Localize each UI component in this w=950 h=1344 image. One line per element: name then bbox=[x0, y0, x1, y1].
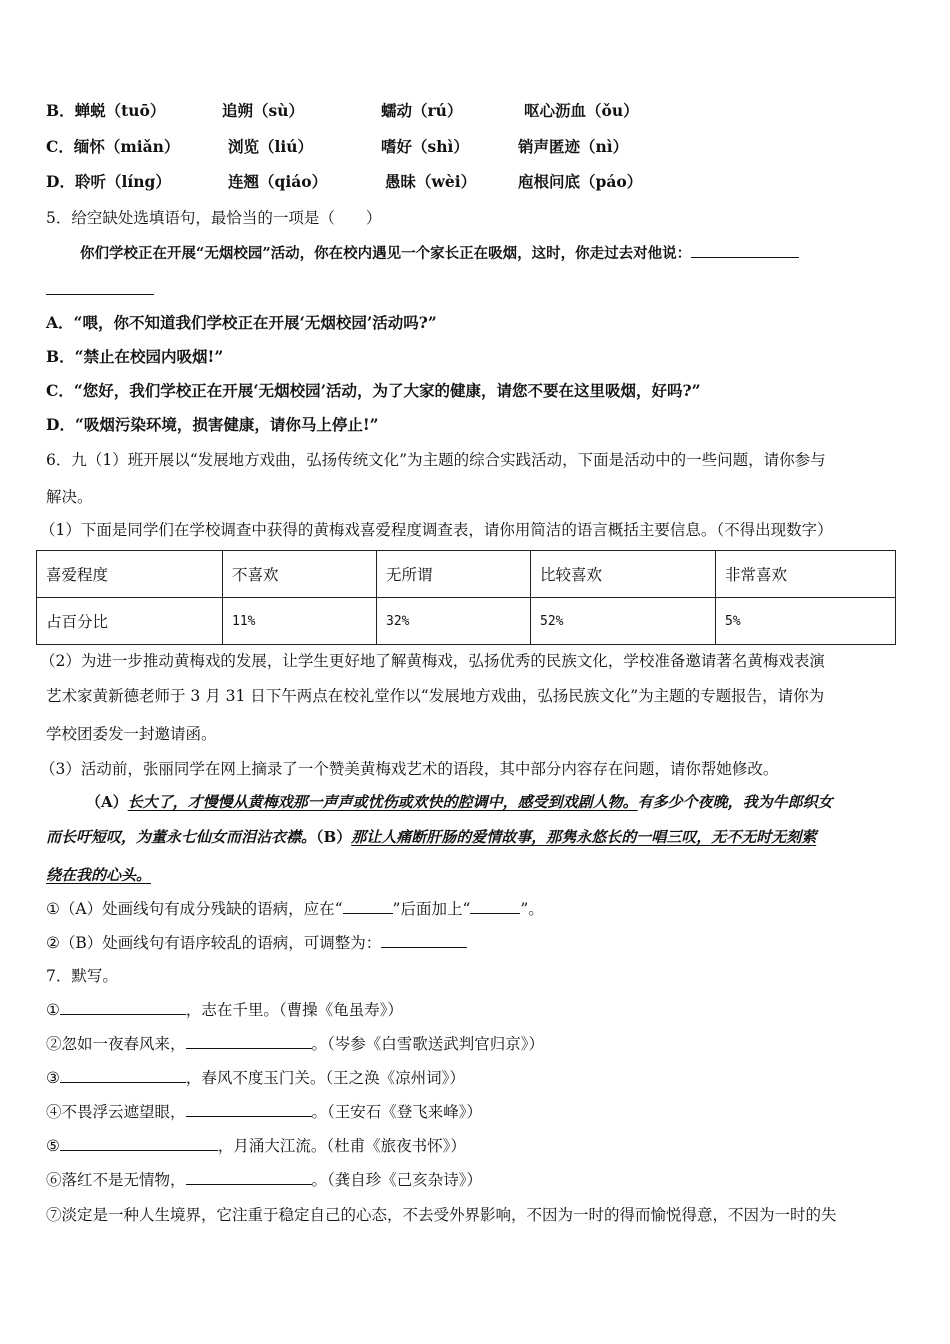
q7-stem: 7．默写。 bbox=[46, 967, 118, 985]
survey-data-row bbox=[37, 598, 896, 645]
q5-option-c: C．“您好，我们学校正在开展‘无烟校园’活动，为了大家的健康，请您不要在这里吸烟，好吗?” bbox=[46, 381, 701, 400]
passage-tag-a: （A） bbox=[86, 793, 128, 811]
q5-answer-blank-cont[interactable] bbox=[46, 280, 154, 300]
q6-stem-line2: 解决。 bbox=[46, 488, 93, 506]
survey-header-cell: 不喜欢 bbox=[223, 551, 377, 598]
survey-value-cell: 5% bbox=[716, 598, 896, 645]
q7-item-pre: ③ bbox=[46, 1069, 60, 1087]
sub1-blank-1[interactable] bbox=[343, 899, 393, 914]
passage-tag-b: （B） bbox=[316, 828, 352, 846]
q5-answer-blank[interactable] bbox=[691, 243, 799, 258]
q7-blank-3[interactable] bbox=[60, 1068, 186, 1083]
survey-header-row bbox=[37, 551, 896, 598]
q6-passage-line3 bbox=[46, 865, 151, 885]
q5-option-a: A．“喂，你不知道我们学校正在开展‘无烟校园’活动吗?” bbox=[46, 313, 437, 332]
q6-part2-line1: （2）为进一步推动黄梅戏的发展，让学生更好地了解黄梅戏，弘扬优秀的民族文化，学校准备邀请著名黄梅戏表演 bbox=[40, 652, 825, 670]
q4-option-d-2: 连翘（qiáo） bbox=[228, 172, 328, 191]
q4-option-c-2: 浏览（liú） bbox=[228, 137, 314, 156]
q7-item-post: 。（岑参《白雪歌送武判官归京》） bbox=[311, 1035, 545, 1053]
q4-option-b-3: 蠕动（rú） bbox=[381, 101, 463, 120]
survey-header-cell: 喜爱程度 bbox=[37, 551, 223, 598]
q4-option-c-3: 嗜好（shì） bbox=[381, 137, 469, 156]
q6-sub1 bbox=[46, 899, 544, 919]
q7-item-pre: ②忽如一夜春风来， bbox=[46, 1035, 186, 1053]
sub1-text-c: ”。 bbox=[520, 900, 544, 918]
q5-passage bbox=[80, 243, 799, 264]
q5-option-d: D．“吸烟污染环境，损害健康，请你马上停止!” bbox=[46, 415, 379, 434]
q6-passage-line1 bbox=[86, 792, 833, 812]
q7-blank-4[interactable] bbox=[186, 1102, 312, 1117]
q7-item-4 bbox=[46, 1102, 482, 1122]
passage-mid2: 而长吁短叹，为董永七仙女而泪沾衣襟。 bbox=[46, 828, 317, 846]
passage-underline-a: 长大了，才慢慢从黄梅戏那一声声或忧伤或欢快的腔调中，感受到戏剧人物。 bbox=[127, 793, 638, 811]
sub1-text-a: ①（A）处画线句有成分残缺的语病，应在“ bbox=[46, 900, 343, 918]
q7-item-2 bbox=[46, 1034, 544, 1054]
q5-passage-text: 你们学校正在开展“无烟校园”活动，你在校内遇见一个家长正在吸烟，这时，你走过去对他说： bbox=[80, 245, 692, 262]
q7-blank-5[interactable] bbox=[60, 1136, 218, 1151]
passage-underline-b: 那让人痛断肝肠的爱情故事，那隽永悠长的一唱三叹，无不无时无刻萦 bbox=[351, 828, 817, 846]
survey-header-cell: 比较喜欢 bbox=[531, 551, 716, 598]
q7-item-3 bbox=[46, 1068, 465, 1088]
survey-row-label: 占百分比 bbox=[37, 598, 223, 645]
q7-item-pre: ① bbox=[46, 1001, 60, 1019]
passage-underline-b-cont: 绕在我的心头。 bbox=[46, 866, 152, 884]
sub1-text-b: ”后面加上“ bbox=[392, 900, 471, 918]
q4-option-c-4: 销声匿迹（nì） bbox=[518, 137, 629, 156]
survey-value-cell: 11% bbox=[223, 598, 377, 645]
q6-passage-line2 bbox=[46, 827, 816, 847]
q7-item-1 bbox=[46, 1000, 403, 1020]
sub1-blank-2[interactable] bbox=[470, 899, 520, 914]
q6-part2-line3: 学校团委发一封邀请函。 bbox=[46, 725, 217, 743]
passage-mid1: 有多少个夜晚，我为牛郎织女 bbox=[637, 793, 833, 811]
sub2-blank[interactable] bbox=[381, 933, 467, 948]
q7-item-pre: ⑤ bbox=[46, 1137, 60, 1155]
q4-option-d-1: D．聆听（líng） bbox=[46, 172, 171, 191]
q7-item-post: ，春风不度玉门关。（王之涣《凉州词》） bbox=[185, 1069, 465, 1087]
q7-item-post: 。（龚自珍《己亥杂诗》） bbox=[311, 1171, 483, 1189]
q7-item-pre: ④不畏浮云遮望眼， bbox=[46, 1103, 186, 1121]
survey-table bbox=[36, 550, 896, 645]
q7-item-post: 。（王安石《登飞来峰》） bbox=[311, 1103, 483, 1121]
q4-option-b-2: 追朔（sù） bbox=[222, 101, 304, 120]
q7-item-post: ，月涌大江流。（杜甫《旅夜书怀》） bbox=[217, 1137, 466, 1155]
q4-option-d-4: 庖根问底（páo） bbox=[518, 172, 643, 191]
q6-part3: （3）活动前，张丽同学在网上摘录了一个赞美黄梅戏艺术的语段，其中部分内容存在问题，请你帮她修改。 bbox=[40, 760, 779, 778]
q5-stem: 5．给空缺处选填语句，最恰当的一项是（ ） bbox=[46, 209, 382, 227]
q6-sub2 bbox=[46, 933, 467, 953]
q7-item-6 bbox=[46, 1170, 482, 1190]
q6-part1: （1）下面是同学们在学校调查中获得的黄梅戏喜爱程度调查表，请你用简洁的语言概括主要信息。（不得出现数字） bbox=[40, 521, 833, 539]
q4-option-b-1: B．蝉蜕（tuō） bbox=[46, 101, 166, 120]
q7-item-5 bbox=[46, 1136, 466, 1156]
survey-value-cell: 32% bbox=[377, 598, 531, 645]
survey-header-cell: 无所谓 bbox=[377, 551, 531, 598]
q4-option-c-1: C．缅怀（miǎn） bbox=[46, 137, 180, 156]
q7-item-post: ，志在千里。（曹操《龟虽寿》） bbox=[185, 1001, 403, 1019]
q7-item-pre: ⑥落红不是无情物， bbox=[46, 1171, 186, 1189]
q4-option-b-4: 呕心沥血（ǒu） bbox=[524, 101, 639, 120]
survey-header-cell: 非常喜欢 bbox=[716, 551, 896, 598]
q7-blank-2[interactable] bbox=[186, 1034, 312, 1049]
q5-option-b: B．“禁止在校园内吸烟!” bbox=[46, 347, 224, 366]
q7-item-7: ⑦淡定是一种人生境界，它注重于稳定自己的心态，不去受外界影响，不因为一时的得而愉悦得意，不因为一时的失 bbox=[46, 1206, 837, 1224]
q7-blank-6[interactable] bbox=[186, 1170, 312, 1185]
q7-blank-1[interactable] bbox=[60, 1000, 186, 1015]
q6-stem-line1: 6．九（1）班开展以“发展地方戏曲，弘扬传统文化”为主题的综合实践活动，下面是活动中的一些问题，请你参与 bbox=[46, 451, 826, 469]
q4-option-d-3: 愚昧（wèi） bbox=[385, 172, 477, 191]
survey-value-cell: 52% bbox=[531, 598, 716, 645]
sub2-text: ②（B）处画线句有语序较乱的语病，可调整为： bbox=[46, 934, 382, 952]
q6-part2-line2: 艺术家黄新德老师于 3 月 31 日下午两点在校礼堂作以“发展地方戏曲，弘扬民族文化”为主题的专题报告，请你为 bbox=[46, 687, 825, 705]
